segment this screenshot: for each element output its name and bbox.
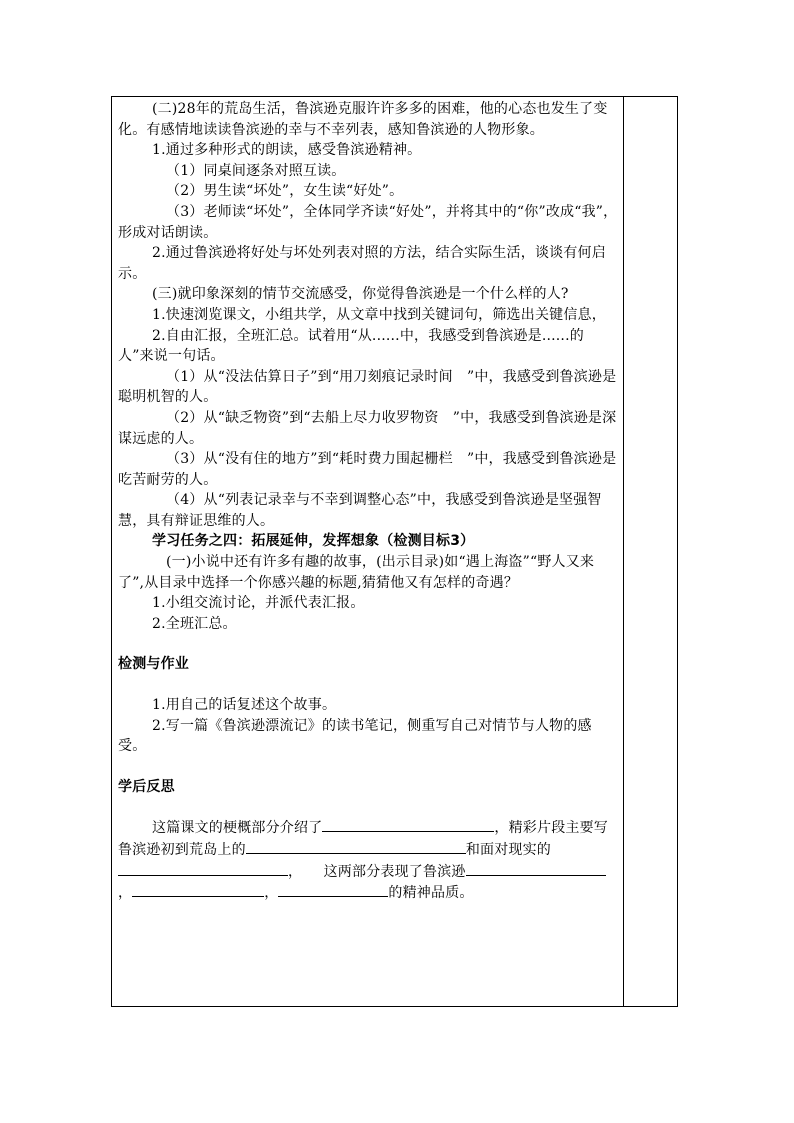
reflection-text-5: ， xyxy=(118,885,133,902)
reflection-text-7: 的精神品质。 xyxy=(388,885,474,902)
section-3-intro: (三)就印象深刻的情节交流感受，你觉得鲁滨逊是一个什么样的人? xyxy=(152,286,569,303)
section-2-intro: (二)28年的荒岛生活，鲁滨逊克服许许多多的困难，他的心态也发生了变化。有感情地读读鲁滨逊的幸与不幸列表，感知鲁滨逊的人物形象。 xyxy=(118,101,608,138)
homework-item-1: 1.用自己的话复述这个故事。 xyxy=(152,697,337,714)
blank-6[interactable] xyxy=(278,882,388,897)
reflection-text-1: 这篇课文的梗概部分介绍了 xyxy=(152,820,323,837)
reading-step-2: （2）男生读“坏处”，女生读“好处”。 xyxy=(166,183,404,200)
example-4: （4）从“列表记录幸与不幸到调整心态”中，我感受到鲁滨逊是坚强智慧，具有辩证思维的人。 xyxy=(118,492,602,529)
blank-2[interactable] xyxy=(246,839,466,854)
extension-step-1: 1.小组交流讨论，并派代表汇报。 xyxy=(152,595,365,612)
blank-1[interactable] xyxy=(322,817,494,832)
blank-4[interactable] xyxy=(466,861,606,876)
reflection-text-4: ， 这两部分表现了鲁滨逊 xyxy=(288,863,466,880)
example-1: （1）从“没法估算日子”到“用刀刻痕记录时间 ”中，我感受到鲁滨逊是聪明机智的人。 xyxy=(118,368,617,406)
blank-3[interactable] xyxy=(118,861,288,876)
homework-item-2: 2.写一篇《鲁滨逊漂流记》的读书笔记，侧重写自己对情节与人物的感受。 xyxy=(118,717,592,755)
lesson-table xyxy=(111,96,678,1007)
lesson-content xyxy=(118,99,618,904)
column-divider xyxy=(623,97,624,1006)
reflection-text-2: ，精彩片段主要写鲁滨逊初到荒岛上的 xyxy=(118,820,609,858)
reflection-text-3: 和面对现实的 xyxy=(465,842,552,858)
reading-task-2: 2.通过鲁滨逊将好处与坏处列表对照的方法，结合实际生活，谈谈有何启示。 xyxy=(118,245,606,282)
task-4-heading: 学习任务之四：拓展延伸，发挥想象（检测目标3） xyxy=(152,533,475,550)
reading-task-1: 1.通过多种形式的朗读，感受鲁滨逊精神。 xyxy=(152,142,422,159)
homework-heading: 检测与作业 xyxy=(118,656,189,673)
example-3: （3）从“没有住的地方”到“耗时费力围起栅栏 ”中，我感受到鲁滨逊是吃苦耐劳的人。 xyxy=(118,451,617,488)
blank-5[interactable] xyxy=(132,882,264,897)
discussion-task-2: 2.自由汇报，全班汇总。试着用“从......中，我感受到鲁滨逊是......的人”来说一句话。 xyxy=(118,327,584,365)
extension-question: (一)小说中还有许多有趣的故事，(出示目录)如“遇上海盗”“野人又来了”,从目录中选择一个你感兴趣的标题,猜猜他又有怎样的奇遇？ xyxy=(118,554,595,591)
reading-step-1: （1）同桌间逐条对照互读。 xyxy=(166,162,346,179)
extension-step-2: 2.全班汇总。 xyxy=(152,615,237,632)
reflection-heading: 学后反思 xyxy=(118,778,175,795)
reflection-text-6: ， xyxy=(264,885,279,902)
reading-step-3: （3）老师读“坏处”，全体同学齐读“好处”，并将其中的“你”改成“我”，形成对话朗读。 xyxy=(118,203,618,241)
example-2: （2）从“缺乏物资”到“去船上尽力收罗物资 ”中，我感受到鲁滨逊是深谋远虑的人。 xyxy=(118,409,617,447)
discussion-task-1: 1.快速浏览课文，小组共学，从文章中找到关键词句，筛选出关键信息， xyxy=(152,306,606,323)
reflection-fill-in xyxy=(118,817,618,903)
